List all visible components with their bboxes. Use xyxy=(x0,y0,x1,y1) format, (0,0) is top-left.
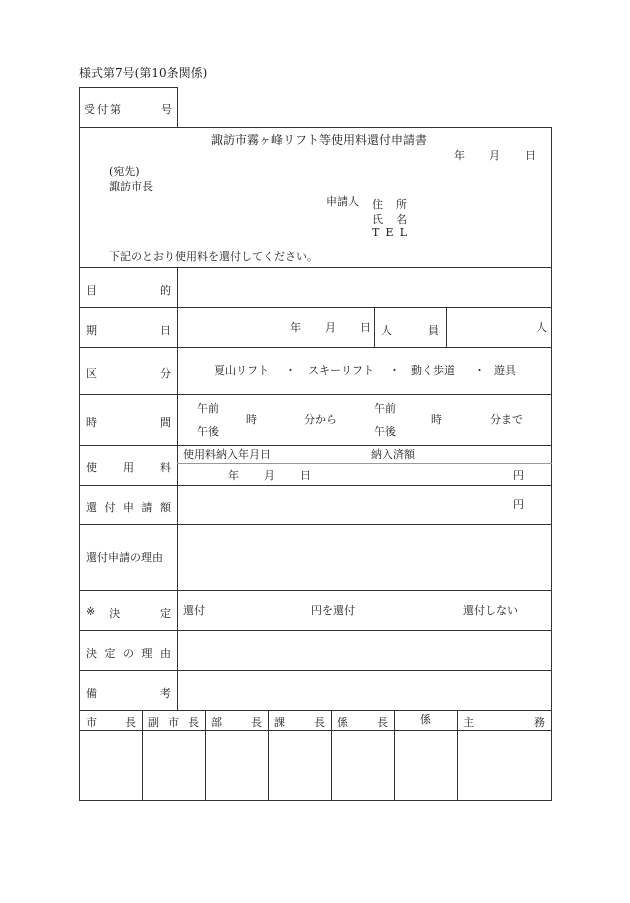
refund-amount-label: 還 付 申 請 額 xyxy=(86,501,171,514)
approval-mayor: 市 長 xyxy=(86,716,136,729)
approval-person-in-charge: 主 務 xyxy=(463,716,545,729)
refund-reason-field[interactable] xyxy=(178,525,551,590)
fee-yen: 円 xyxy=(513,469,524,482)
date-year: 年 xyxy=(454,149,465,162)
decision-no-refund[interactable]: 還付しない xyxy=(463,604,518,617)
stamp-cell-person-in-charge[interactable] xyxy=(458,731,551,800)
end-pm[interactable]: 午後 xyxy=(374,425,396,438)
decision-refund[interactable]: 還付 xyxy=(183,604,205,617)
decision-reason-label: 決 定 の 理 由 xyxy=(86,647,171,660)
purpose-label: 目 的 xyxy=(86,284,171,297)
fee-year: 年 xyxy=(228,469,239,482)
option-moving-walkway[interactable]: 動く歩道 xyxy=(411,364,455,377)
period-year: 年 xyxy=(290,321,301,334)
option-summer-lift[interactable]: 夏山リフト xyxy=(214,364,269,377)
refund-reason-label: 還付申請の理由 xyxy=(86,551,163,564)
form-title: 諏訪市霧ヶ峰リフト等使用料還付申請書 xyxy=(211,133,428,147)
date-month: 月 xyxy=(489,149,500,162)
separator-dot: ・ xyxy=(474,364,485,377)
receipt-number-label: 受 付 第 号 xyxy=(84,103,172,116)
category-label: 区 分 xyxy=(86,367,171,380)
time-label: 時 間 xyxy=(86,416,171,429)
decision-reason-field[interactable] xyxy=(178,631,551,670)
name-label: 氏 名 xyxy=(372,213,407,226)
start-minute-from: 分から xyxy=(304,413,337,426)
applicant-label: 申請人 xyxy=(326,195,359,208)
form-number-label: 様式第7号(第10条関係) xyxy=(79,66,208,80)
approval-deputy-mayor: 副 市 長 xyxy=(148,716,199,729)
decision-refund-yen: 円を還付 xyxy=(311,604,355,617)
period-month: 月 xyxy=(325,321,336,334)
approval-section-chief: 課 長 xyxy=(274,716,325,729)
people-label: 人 員 xyxy=(381,324,439,337)
refund-yen: 円 xyxy=(513,498,524,511)
approval-subsection-chief: 係 長 xyxy=(337,716,388,729)
start-hour: 時 xyxy=(246,413,257,426)
tel-label: T E L xyxy=(372,226,407,239)
start-pm[interactable]: 午後 xyxy=(197,425,219,438)
period-day: 日 xyxy=(360,321,371,334)
remarks-field[interactable] xyxy=(178,671,551,710)
separator-dot: ・ xyxy=(285,364,296,377)
paid-date-label: 使用料納入年月日 xyxy=(183,448,271,461)
request-statement: 下記のとおり使用料を還付してください。 xyxy=(109,250,318,263)
paid-amount-label: 納入済額 xyxy=(371,448,415,461)
approval-department-head: 部 長 xyxy=(211,716,262,729)
stamp-cell-section-chief[interactable] xyxy=(269,731,331,800)
end-am[interactable]: 午前 xyxy=(374,402,396,415)
address-label: 住 所 xyxy=(372,198,407,211)
fee-day: 日 xyxy=(300,469,311,482)
stamp-cell-staff[interactable] xyxy=(395,731,457,800)
start-am[interactable]: 午前 xyxy=(197,402,219,415)
option-playground[interactable]: 遊具 xyxy=(494,364,516,377)
period-label: 期 日 xyxy=(86,324,171,337)
decision-label: ※ 決 定 xyxy=(86,605,171,620)
fee-label: 使 用 料 xyxy=(86,461,171,474)
people-unit: 人 xyxy=(536,321,547,334)
end-minute-to: 分まで xyxy=(490,413,523,426)
stamp-cell-subsection-chief[interactable] xyxy=(332,731,394,800)
addressee-mayor: 諏訪市長 xyxy=(109,180,153,193)
option-ski-lift[interactable]: スキーリフト xyxy=(308,364,374,377)
stamp-cell-deputy-mayor[interactable] xyxy=(143,731,205,800)
purpose-field[interactable] xyxy=(178,268,551,307)
remarks-label: 備 考 xyxy=(86,687,171,700)
fee-month: 月 xyxy=(264,469,275,482)
end-hour: 時 xyxy=(431,413,442,426)
stamp-cell-department-head[interactable] xyxy=(206,731,268,800)
addressee-prefix: (宛先) xyxy=(109,165,140,178)
approval-staff: 係 xyxy=(420,713,431,726)
date-day: 日 xyxy=(525,149,536,162)
separator-dot: ・ xyxy=(389,364,400,377)
stamp-cell-mayor[interactable] xyxy=(80,731,142,800)
